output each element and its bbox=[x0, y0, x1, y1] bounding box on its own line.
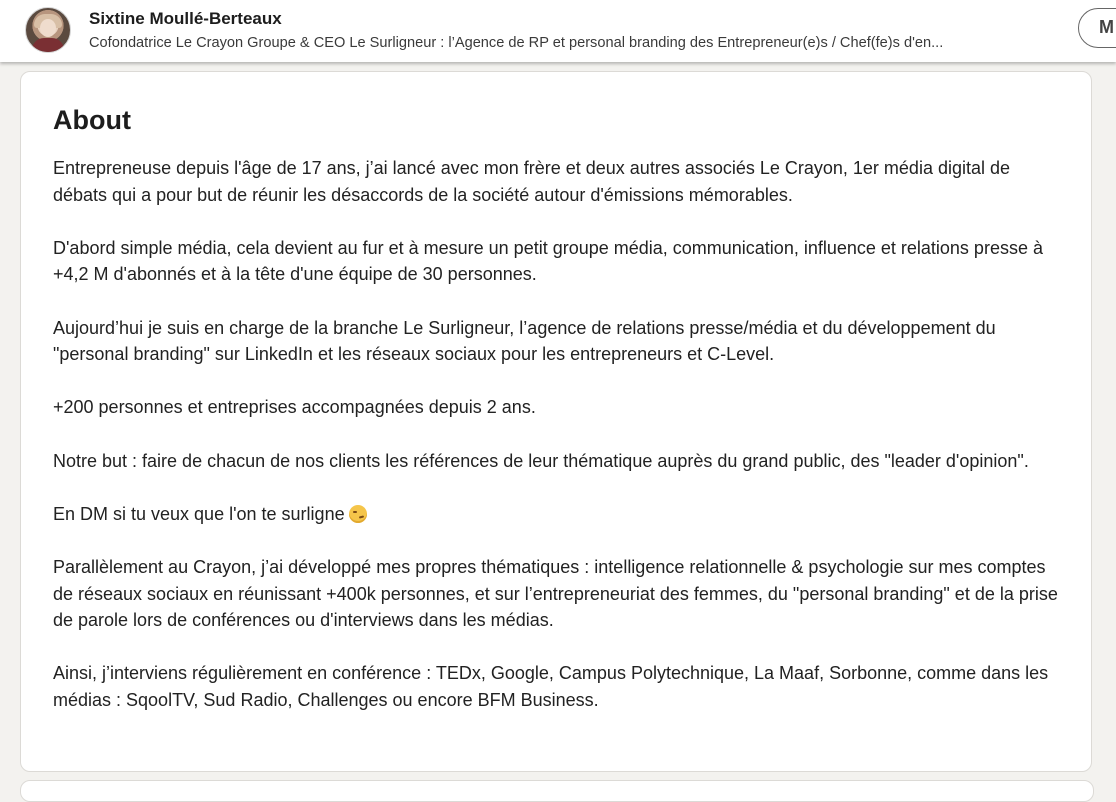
message-button[interactable]: M bbox=[1078, 8, 1116, 48]
about-title: About bbox=[53, 105, 131, 135]
about-paragraph: Ainsi, j’interviens régulièrement en conférence : TEDx, Google, Campus Polytechnique, La Maaf, Sorbonne, comme dans les médias : SqoolTV, Sud Radio, Challenges ou encore BFM Business. bbox=[53, 663, 1049, 710]
about-paragraph: Parallèlement au Crayon, j’ai développé mes propres thématiques : intelligence relationnelle & psychologie sur mes comptes de réseaux sociaux en réunissant +400k personnes, et sur l’entrepreneuriat des femmes, du "personal branding" et de la prise de parole lors de conférences ou d'interviews dans les médias. bbox=[53, 556, 1058, 631]
about-paragraph-dm bbox=[53, 501, 1063, 528]
about-paragraph-dm-text: En DM si tu veux que l'on te surligne bbox=[53, 503, 345, 524]
about-card bbox=[20, 71, 1092, 772]
about-paragraph: Notre but : faire de chacun de nos clients les références de leur thématique auprès du grand public, des "leader d'opinion". bbox=[53, 450, 1029, 471]
profile-sticky-header bbox=[0, 0, 1116, 62]
next-section-card bbox=[20, 780, 1094, 802]
avatar-body bbox=[32, 38, 64, 53]
profile-headline: Cofondatrice Le Crayon Groupe & CEO Le Surligneur : l’Agence de RP et personal branding des Entrepreneur(e)s / Chef(fe)s d'en... bbox=[89, 35, 944, 51]
avatar-face bbox=[40, 19, 56, 37]
profile-name: Sixtine Moullé-Berteaux bbox=[89, 9, 282, 28]
about-text bbox=[53, 155, 1063, 740]
about-paragraph: D'abord simple média, cela devient au fur et à mesure un petit groupe média, communication, influence et relations presse à +4,2 M d'abonnés et à la tête d'une équipe de 30 personnes. bbox=[53, 237, 1043, 285]
about-paragraph: +200 personnes et entreprises accompagnées depuis 2 ans. bbox=[53, 397, 536, 418]
about-paragraph: Entrepreneuse depuis l'âge de 17 ans, j’ai lancé avec mon frère et deux autres associés Le Crayon, 1er média digital de débats qui a pour but de réunir les désaccords de la société autour d'émissions mémorables. bbox=[53, 158, 1011, 205]
winking-face-icon bbox=[349, 505, 367, 523]
about-paragraph: Aujourd’hui je suis en charge de la branche Le Surligneur, l’agence de relations presse/média et du développement du "personal branding" sur LinkedIn et les réseaux sociaux pour les entrepreneurs et C-Level. bbox=[53, 317, 996, 365]
profile-avatar[interactable] bbox=[25, 7, 71, 53]
